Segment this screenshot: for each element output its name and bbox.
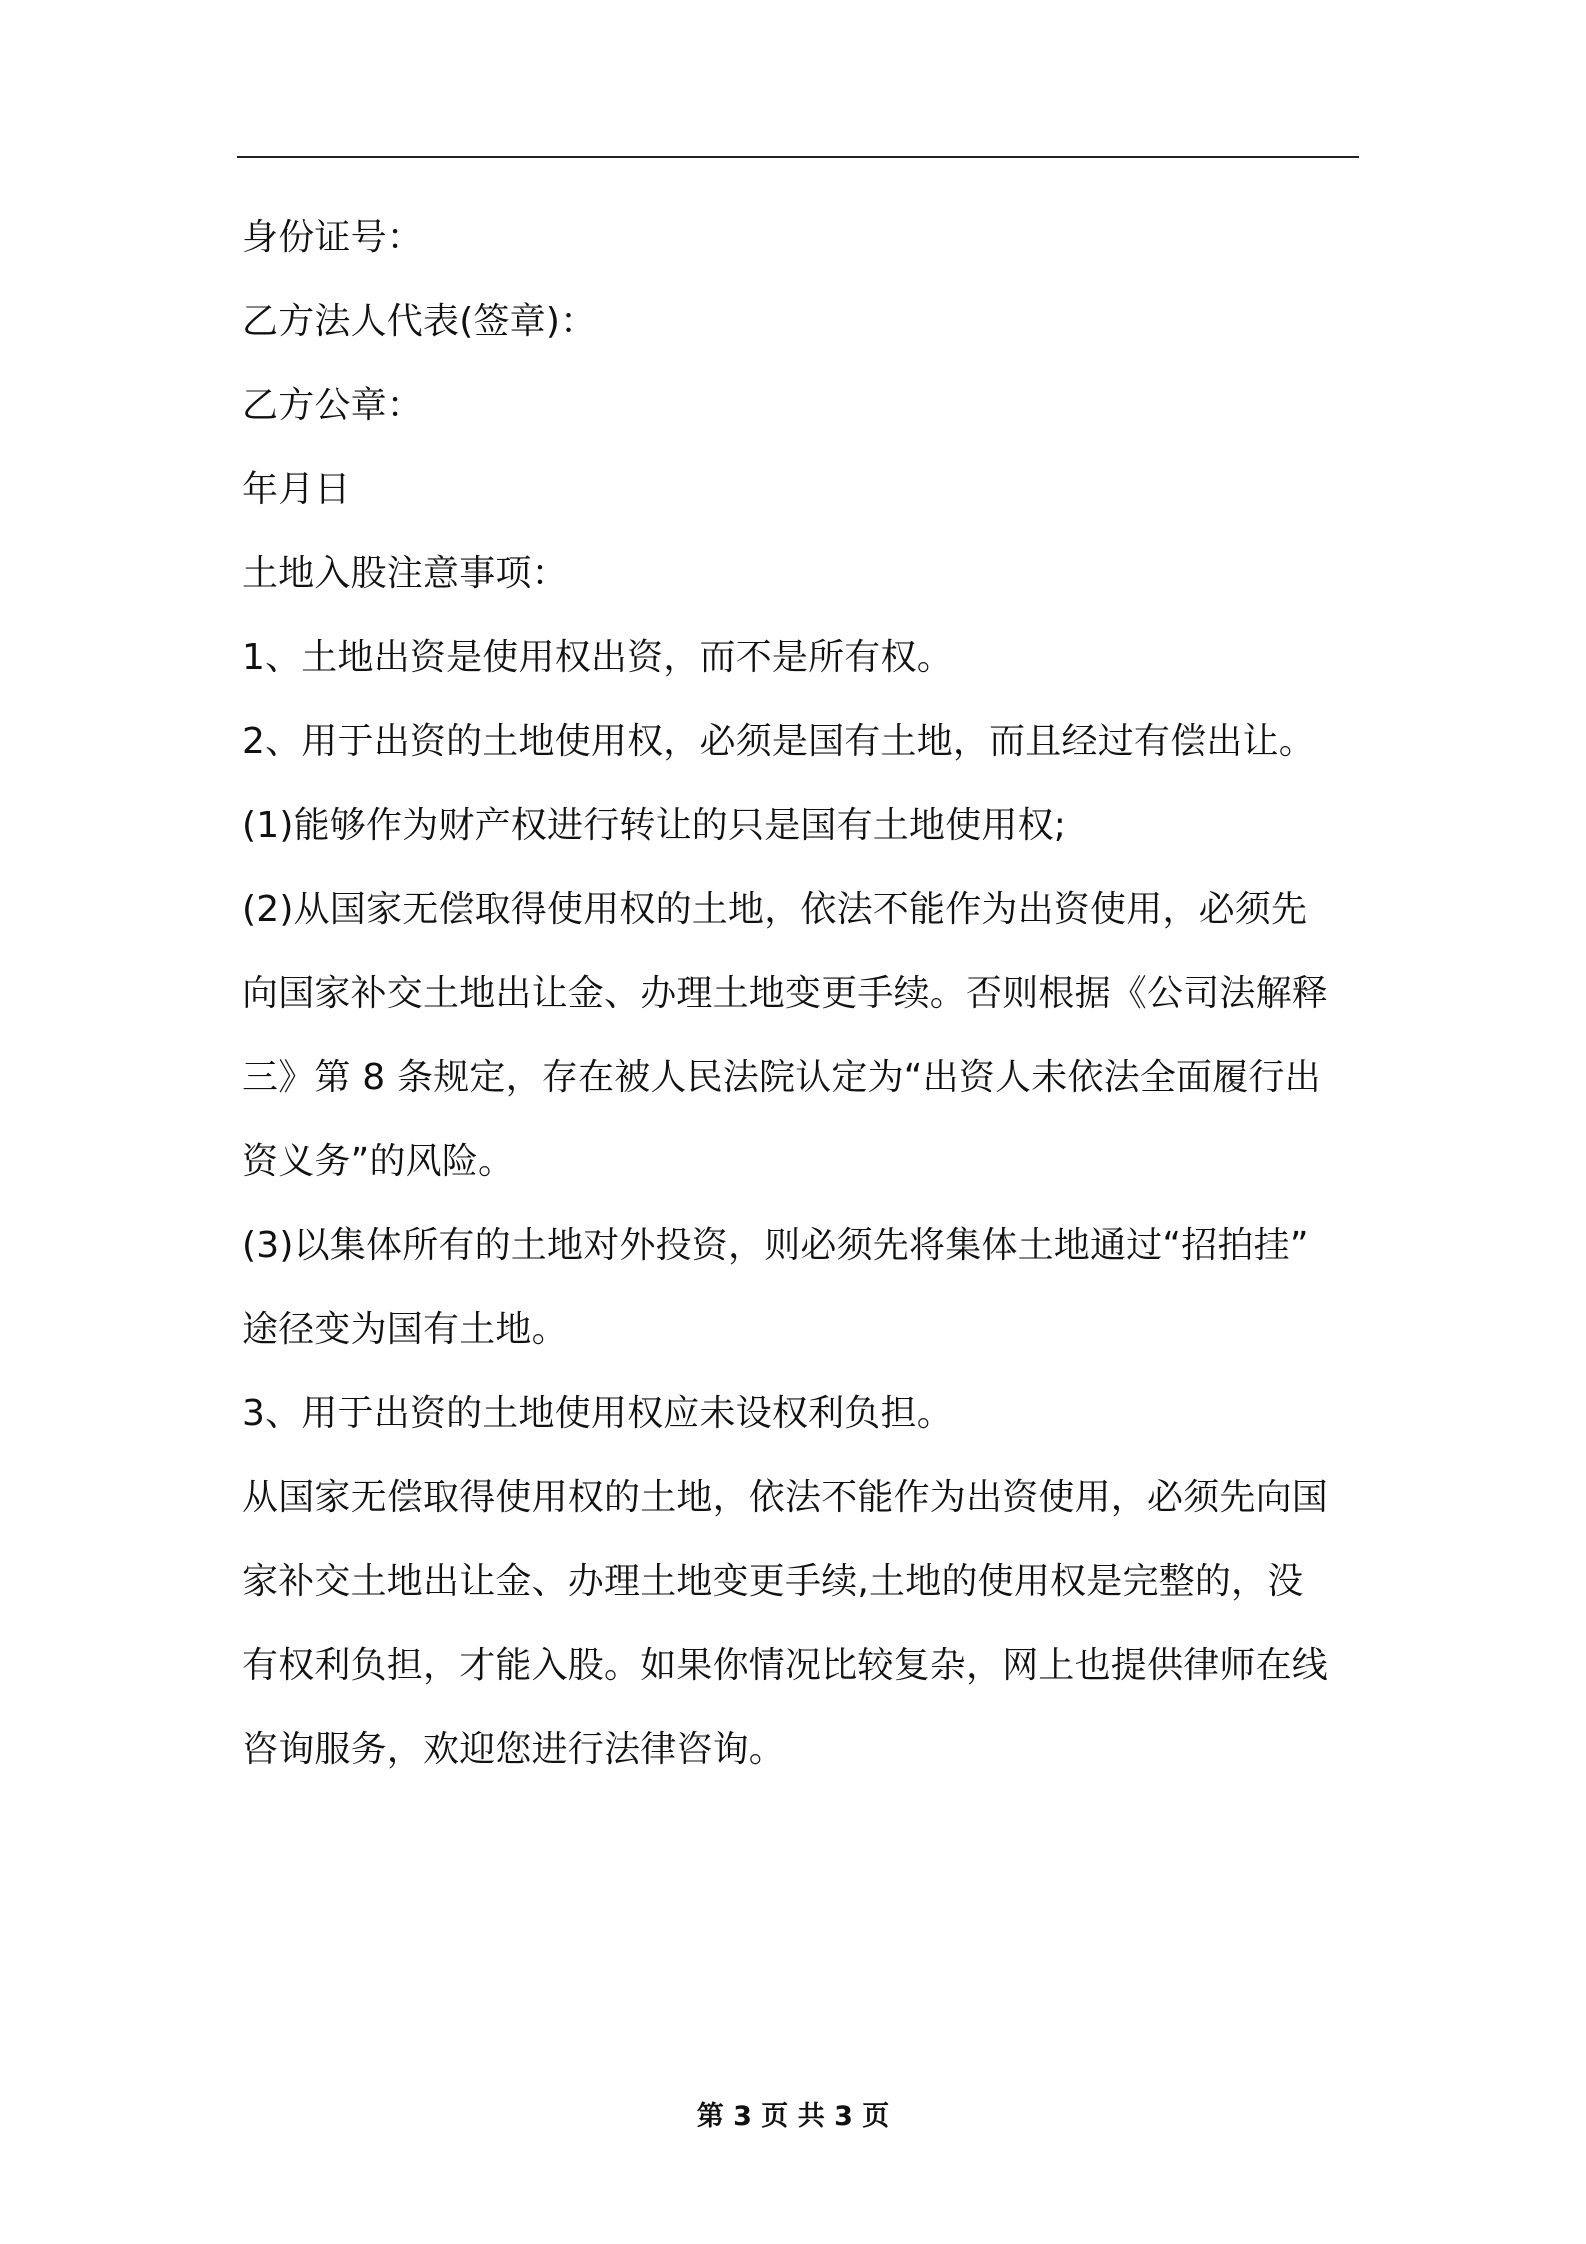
id-number-label: 身份证号： bbox=[242, 217, 424, 258]
paragraph-line: 途径变为国有土地。 bbox=[242, 1309, 568, 1350]
section-heading: 土地入股注意事项： bbox=[242, 553, 568, 594]
paragraph-line: 从国家无偿取得使用权的土地，依法不能作为出资使用，必须先向国 bbox=[242, 1477, 1329, 1518]
paragraph-line: (1)能够作为财产权进行转让的只是国有土地使用权; bbox=[242, 805, 1067, 846]
paragraph-line: 2、用于出资的土地使用权，必须是国有土地，而且经过有偿出让。 bbox=[242, 721, 1315, 762]
paragraph-line: 资义务”的风险。 bbox=[242, 1141, 515, 1182]
paragraph-line: 三》第 8 条规定，存在被人民法院认定为“出资人未依法全面履行出 bbox=[242, 1057, 1321, 1098]
paragraph-line: 3、用于出资的土地使用权应未设权利负担。 bbox=[242, 1393, 953, 1434]
paragraph-line: 1、土地出资是使用权出资，而不是所有权。 bbox=[242, 637, 953, 678]
paragraph-line: 有权利负担，才能入股。如果你情况比较复杂，网上也提供律师在线 bbox=[242, 1645, 1329, 1686]
document-body bbox=[242, 196, 1362, 1792]
party-b-seal-label: 乙方公章： bbox=[242, 385, 424, 426]
header-rule bbox=[237, 156, 1359, 158]
paragraph-line: 向国家补交土地出让金、办理土地变更手续。否则根据《公司法解释 bbox=[242, 973, 1329, 1014]
paragraph-line: (2)从国家无偿取得使用权的土地，依法不能作为出资使用，必须先 bbox=[242, 889, 1308, 930]
date-label: 年月日 bbox=[242, 469, 351, 510]
party-b-legal-rep-label: 乙方法人代表(签章)： bbox=[242, 301, 597, 342]
page-number-footer: 第 3 页 共 3 页 bbox=[696, 2101, 890, 2132]
paragraph-line: 家补交土地出让金、办理土地变更手续,土地的使用权是完整的，没 bbox=[242, 1561, 1304, 1602]
paragraph-line: 咨询服务，欢迎您进行法律咨询。 bbox=[242, 1729, 786, 1770]
paragraph-line: (3)以集体所有的土地对外投资，则必须先将集体土地通过“招拍挂” bbox=[242, 1225, 1309, 1266]
